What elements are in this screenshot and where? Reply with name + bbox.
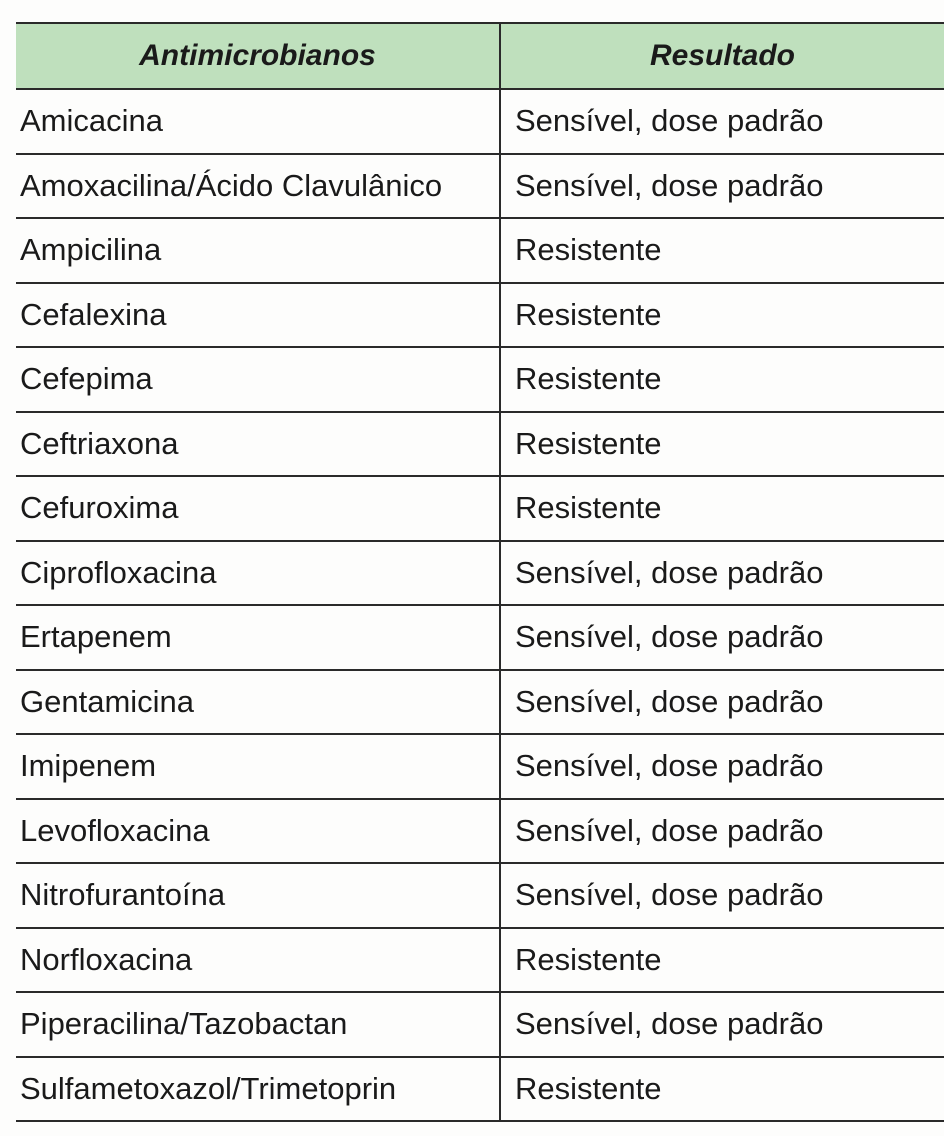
table-row bbox=[16, 283, 944, 348]
result-value: Sensível, dose padrão bbox=[500, 992, 944, 1057]
result-value: Resistente bbox=[500, 1057, 944, 1122]
antimicrobial-name: Imipenem bbox=[16, 734, 500, 799]
table-row bbox=[16, 670, 944, 735]
result-value: Resistente bbox=[500, 928, 944, 993]
table-row bbox=[16, 799, 944, 864]
antimicrobial-name: Nitrofurantoína bbox=[16, 863, 500, 928]
table-header bbox=[16, 23, 944, 89]
antimicrobial-name: Ertapenem bbox=[16, 605, 500, 670]
result-value: Resistente bbox=[500, 283, 944, 348]
antimicrobial-name: Piperacilina/Tazobactan bbox=[16, 992, 500, 1057]
table-body bbox=[16, 89, 944, 1121]
header-antimicrobianos: Antimicrobianos bbox=[16, 23, 500, 89]
antimicrobial-name: Norfloxacina bbox=[16, 928, 500, 993]
antimicrobial-name: Cefalexina bbox=[16, 283, 500, 348]
table-row bbox=[16, 1057, 944, 1122]
header-row bbox=[16, 23, 944, 89]
table-row bbox=[16, 541, 944, 606]
result-value: Sensível, dose padrão bbox=[500, 670, 944, 735]
table-row bbox=[16, 992, 944, 1057]
result-value: Resistente bbox=[500, 218, 944, 283]
table-row bbox=[16, 412, 944, 477]
result-value: Sensível, dose padrão bbox=[500, 863, 944, 928]
table-row bbox=[16, 928, 944, 993]
result-value: Resistente bbox=[500, 476, 944, 541]
antimicrobial-name: Levofloxacina bbox=[16, 799, 500, 864]
table-row bbox=[16, 734, 944, 799]
table-row bbox=[16, 347, 944, 412]
result-value: Sensível, dose padrão bbox=[500, 89, 944, 154]
result-value: Resistente bbox=[500, 412, 944, 477]
result-value: Sensível, dose padrão bbox=[500, 734, 944, 799]
header-resultado: Resultado bbox=[500, 23, 944, 89]
result-value: Resistente bbox=[500, 347, 944, 412]
result-value: Sensível, dose padrão bbox=[500, 154, 944, 219]
antimicrobial-name: Gentamicina bbox=[16, 670, 500, 735]
antimicrobial-name: Ciprofloxacina bbox=[16, 541, 500, 606]
antimicrobial-name: Amicacina bbox=[16, 89, 500, 154]
antimicrobial-name: Cefepima bbox=[16, 347, 500, 412]
table-row bbox=[16, 605, 944, 670]
table-row bbox=[16, 154, 944, 219]
table-row bbox=[16, 476, 944, 541]
antimicrobial-results-table bbox=[16, 22, 944, 1122]
antimicrobial-name: Ceftriaxona bbox=[16, 412, 500, 477]
result-value: Sensível, dose padrão bbox=[500, 605, 944, 670]
antimicrobial-name: Amoxacilina/Ácido Clavulânico bbox=[16, 154, 500, 219]
table-row bbox=[16, 218, 944, 283]
antimicrobial-name: Cefuroxima bbox=[16, 476, 500, 541]
antimicrobial-name: Ampicilina bbox=[16, 218, 500, 283]
table-row bbox=[16, 863, 944, 928]
antimicrobial-name: Sulfametoxazol/Trimetoprin bbox=[16, 1057, 500, 1122]
table-row bbox=[16, 89, 944, 154]
result-value: Sensível, dose padrão bbox=[500, 541, 944, 606]
result-value: Sensível, dose padrão bbox=[500, 799, 944, 864]
